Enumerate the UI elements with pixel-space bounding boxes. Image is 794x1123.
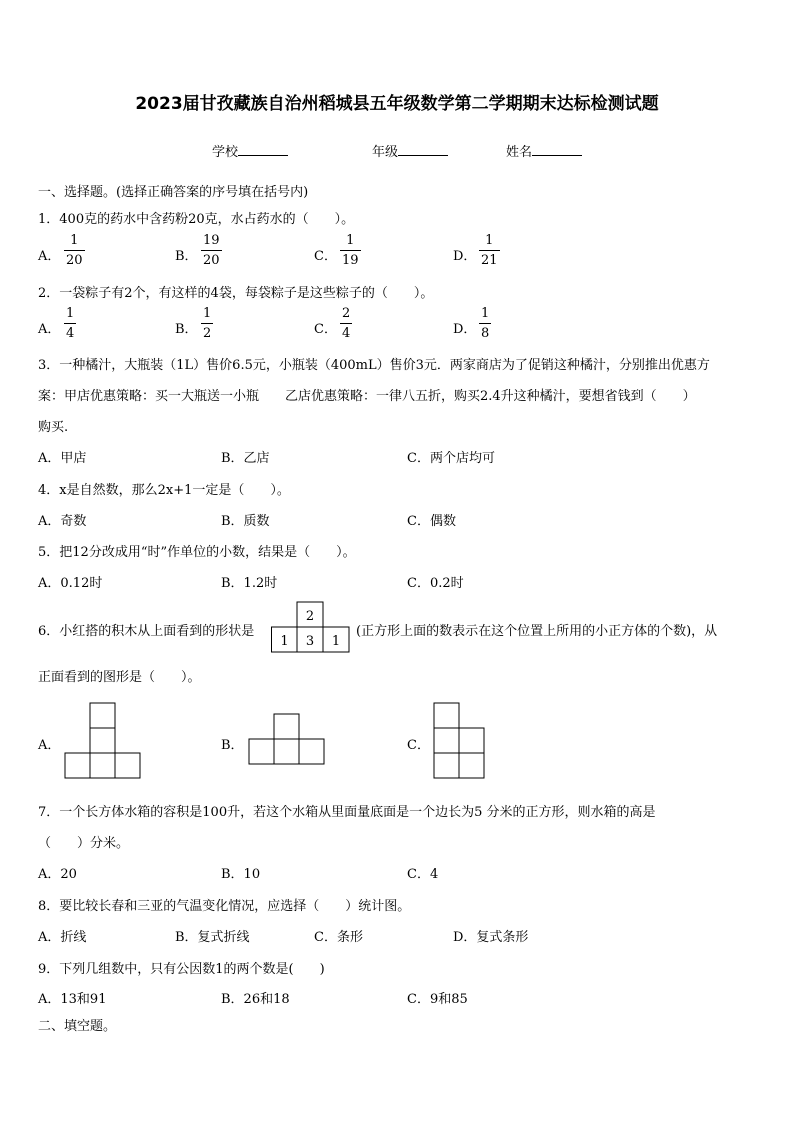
q6-option-a-figure [64, 702, 142, 780]
q6-option-c-label: C． [407, 738, 430, 753]
numerator: 1 [66, 306, 75, 321]
q9-option-b: B．26和18 [221, 992, 290, 1007]
fraction-bar [479, 250, 500, 251]
block [274, 739, 299, 764]
block [274, 714, 299, 739]
question-7-line-1: 7．一个长方体水箱的容积是100升，若这个水箱从里面量底面是一个边长为5 分米的正方形，则水箱的高是 [38, 805, 656, 820]
question-7-line-2: （ ）分米。 [38, 836, 130, 851]
q6-option-b-label: B． [221, 738, 244, 753]
q1-option-c-fraction [340, 234, 361, 267]
q7-option-c: C．4 [407, 867, 439, 882]
numerator: 1 [485, 233, 494, 248]
q6-option-a-label: A． [38, 738, 61, 753]
school-label: 学校 [212, 145, 239, 160]
top-view-number-right: 1 [331, 634, 341, 649]
question-6-line-2: 正面看到的图形是（ ）。 [38, 670, 201, 685]
q3-option-c: C．两个店均可 [407, 451, 495, 466]
block [115, 753, 140, 778]
q6-option-b-figure [248, 713, 326, 767]
denominator: 20 [203, 253, 220, 268]
denominator: 4 [66, 326, 75, 341]
q1-option-c-label: C． [314, 249, 337, 264]
q1-option-d-fraction [479, 234, 500, 267]
top-view-figure [271, 601, 351, 653]
q2-option-a-fraction [64, 307, 76, 340]
name-field [506, 141, 582, 160]
q8-option-b: B．复式折线 [175, 930, 250, 945]
q3-option-a: A．甲店 [38, 451, 87, 466]
block [90, 703, 115, 728]
q1-option-a-label: A． [38, 249, 61, 264]
denominator: 21 [481, 253, 498, 268]
q2-option-c-fraction [340, 307, 352, 340]
block [249, 739, 274, 764]
q1-option-d-label: D． [453, 249, 477, 264]
fraction-bar [479, 323, 491, 324]
fraction-bar [340, 323, 352, 324]
name-label: 姓名 [506, 145, 533, 160]
grade-field [372, 141, 448, 160]
q2-option-a-label: A． [38, 322, 61, 337]
fraction-bar [340, 250, 361, 251]
q1-option-b-fraction [201, 234, 222, 267]
q4-option-c: C．偶数 [407, 514, 456, 529]
block [459, 753, 484, 778]
denominator: 19 [342, 253, 359, 268]
denominator: 4 [342, 326, 351, 341]
question-6-prefix: 6．小红搭的积木从上面看到的形状是 [38, 624, 255, 639]
question-3-line-2: 案：甲店优惠策略：买一大瓶送一小瓶 乙店优惠策略：一律八五折，购买2.4升这种橘汁，要想省钱到（ ） [38, 389, 696, 404]
q8-option-c: C．条形 [314, 930, 363, 945]
q4-option-b: B．质数 [221, 514, 270, 529]
q7-option-b: B．10 [221, 867, 261, 882]
q3-option-b: B．乙店 [221, 451, 270, 466]
q5-option-c: C．0.2时 [407, 576, 464, 591]
top-view-number-left: 1 [280, 634, 289, 649]
fraction-bar [201, 323, 213, 324]
question-8-stem: 8．要比较长春和三亚的气温变化情况，应选择（ ）统计图。 [38, 899, 411, 914]
grade-blank [398, 143, 448, 156]
name-blank [532, 143, 582, 156]
question-3-line-3: 购买. [38, 420, 69, 435]
block [434, 753, 459, 778]
question-3-line-1: 3．一种橘汁，大瓶装（1L）售价6.5元，小瓶装（400mL）售价3元．两家商店为了促销这种橘汁，分别推出优惠方 [38, 358, 710, 373]
q2-option-d-fraction [479, 307, 491, 340]
block [459, 728, 484, 753]
numerator: 1 [203, 306, 212, 321]
denominator: 20 [66, 253, 83, 268]
q5-option-a: A．0.12时 [38, 576, 103, 591]
denominator: 8 [481, 326, 490, 341]
question-4-stem: 4．x是自然数，那么2x+1一定是（ ）。 [38, 483, 290, 498]
section-heading-fill-in: 二、填空题。 [38, 1019, 117, 1034]
fraction-bar [64, 323, 76, 324]
section-heading-choice: 一、选择题。(选择正确答案的序号填在括号内) [38, 185, 309, 200]
q6-option-c-figure [433, 702, 487, 780]
q4-option-a: A．奇数 [38, 514, 87, 529]
fraction-bar [64, 250, 85, 251]
question-2-stem: 2．一袋粽子有2个，有这样的4袋，每袋粽子是这些粽子的（ ）。 [38, 286, 434, 301]
question-5-stem: 5．把12分改成用“时”作单位的小数，结果是（ ）。 [38, 545, 356, 560]
denominator: 2 [203, 326, 212, 341]
top-view-number-upper: 2 [305, 609, 315, 624]
q1-option-b-label: B． [175, 249, 198, 264]
block [434, 728, 459, 753]
top-view-number-middle: 3 [305, 634, 315, 649]
q2-option-b-fraction [201, 307, 213, 340]
numerator: 1 [346, 233, 355, 248]
numerator: 19 [203, 233, 220, 248]
block [90, 728, 115, 753]
block [299, 739, 324, 764]
q1-option-a-fraction [64, 234, 85, 267]
fraction-bar [201, 250, 222, 251]
q2-option-b-label: B． [175, 322, 198, 337]
numerator: 1 [481, 306, 490, 321]
q5-option-b: B．1.2时 [221, 576, 278, 591]
question-9-stem: 9．下列几组数中，只有公因数1的两个数是( ) [38, 962, 325, 977]
question-6-suffix: (正方形上面的数表示在这个位置上所用的小正方体的个数)，从 [356, 624, 718, 639]
block [65, 753, 90, 778]
q7-option-a: A．20 [38, 867, 77, 882]
block [90, 753, 115, 778]
numerator: 2 [342, 306, 351, 321]
school-blank [238, 143, 288, 156]
q9-option-a: A．13和91 [38, 992, 107, 1007]
q2-option-c-label: C． [314, 322, 337, 337]
school-field [212, 141, 288, 160]
grade-label: 年级 [372, 145, 399, 160]
question-1-stem: 1．400克的药水中含药粉20克，水占药水的（ ）。 [38, 212, 355, 227]
q8-option-a: A．折线 [38, 930, 87, 945]
q9-option-c: C．9和85 [407, 992, 468, 1007]
numerator: 1 [70, 233, 79, 248]
q8-option-d: D．复式条形 [453, 930, 529, 945]
q2-option-d-label: D． [453, 322, 477, 337]
page-title: 2023届甘孜藏族自治州稻城县五年级数学第二学期期末达标检测试题 [135, 94, 659, 114]
block [434, 703, 459, 728]
